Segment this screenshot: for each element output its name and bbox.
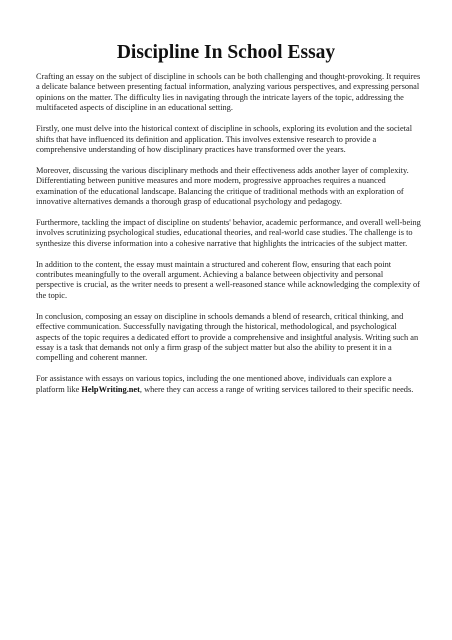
paragraph-methods: Moreover, discussing the various disciplinary methods and their effectiveness adds another layer of complexity. Differentiating between punitive measures and more modern, progressive approaches requires a nuanced examination of the educational landscape. Balancing the critique of traditional methods with an exploration of innovative alternatives demands a thorough grasp of educational psychology and pedagogy. [36, 165, 409, 207]
paragraph-structure: In addition to the content, the essay must maintain a structured and coherent flow, ensuring that each point contributes meaningfully to the overall argument. Achieving a balance between objectivity and personal perspective is crucial, as the writer needs to present a well-reasoned stance while acknowledging the complexity of the topic. [36, 259, 420, 300]
paragraph-history: Firstly, one must delve into the historical context of discipline in schools, exploring its evolution and the societal shifts that have influenced its definition and application. This involves extensive research to provide a comprehensive understanding of how disciplinary practices have transformed over the years. [36, 124, 413, 155]
assistance-text-before: For assistance with essays on various topics, including the one mentioned above, individuals can explore a platform like [36, 374, 392, 394]
helpwriting-site-name: HelpWriting.net [81, 384, 140, 394]
paragraph-assistance [36, 374, 421, 395]
document-title: Discipline In School Essay [116, 42, 336, 63]
paragraph-intro: Crafting an essay on the subject of discipline in schools can be both challenging and thought-provoking. It requires a delicate balance between presenting factual information, analyzing various perspectives, and expressing personal opinions on the matter. The difficulty lies in navigating through the intricate layers of the topic, addressing the multifaceted aspects of discipline in an educational setting. [36, 72, 421, 113]
paragraph-impact: Furthermore, tackling the impact of discipline on students' behavior, academic performance, and overall well-being involves scrutinizing psychological studies, educational theories, and real-world case studies. The challenge is to synthesize this diverse information into a cohesive narrative that highlights the intricacies of the subject matter. [36, 217, 421, 248]
assistance-text-after: , where they can access a range of writing services tailored to their specific needs. [139, 384, 414, 394]
paragraph-conclusion: In conclusion, composing an essay on discipline in schools demands a blend of research, critical thinking, and effective communication. Successfully navigating through the historical, methodological, and psychological aspects of the topic requires a dedicated effort to provide a comprehensive and insightful analysis. Writing such an essay is a task that demands not only a firm grasp of the subject matter but also the ability to present it in a compelling and coherent manner. [36, 311, 419, 363]
document-body [36, 72, 421, 405]
